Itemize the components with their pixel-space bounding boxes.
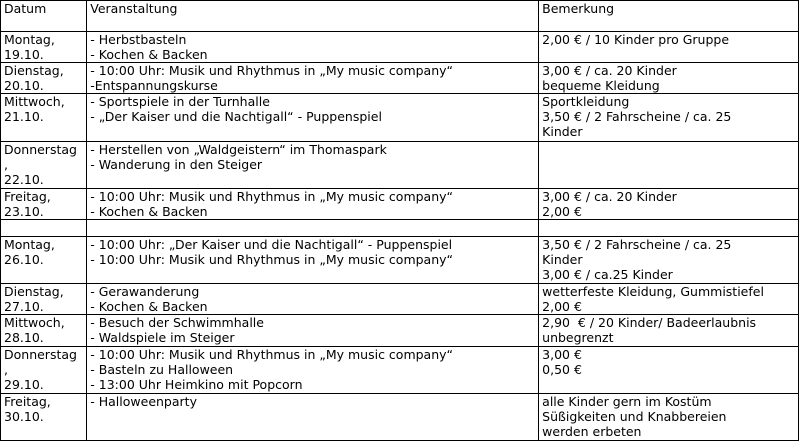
notes-cell-line: 3,50 € / 2 Fahrscheine / ca. 25 <box>542 109 732 124</box>
schedule-row <box>1 63 799 94</box>
date-cell <box>1 32 87 63</box>
events-cell-line: - Herbstbasteln <box>90 32 187 47</box>
events-cell-line: - 13:00 Uhr Heimkino mit Popcorn <box>90 377 303 392</box>
date-cell-line: Donnerstag <box>4 142 77 157</box>
notes-cell-line: bequeme Kleidung <box>542 78 660 93</box>
notes-cell-line: werden erbeten <box>542 424 642 439</box>
date-cell <box>1 394 87 441</box>
notes-cell <box>539 63 799 94</box>
events-cell <box>87 63 539 94</box>
separator-cell <box>1 220 87 237</box>
events-cell-line: -Entspannungskurse <box>90 78 218 93</box>
date-cell-line: Mittwoch, <box>4 94 65 109</box>
events-cell <box>87 32 539 63</box>
schedule-row <box>1 189 799 220</box>
date-cell-line: Freitag, <box>4 189 51 204</box>
events-cell-line: - Halloweenparty <box>90 394 197 409</box>
events-cell-line: - Gerawanderung <box>90 284 200 299</box>
events-cell-line: - Wanderung in den Steiger <box>90 157 263 172</box>
notes-cell-line: 3,00 € <box>542 347 582 362</box>
events-cell-line: - Waldspiele im Steiger <box>90 330 235 345</box>
date-cell-line: Montag, <box>4 32 55 47</box>
events-cell <box>87 189 539 220</box>
date-cell <box>1 94 87 142</box>
schedule-row <box>1 284 799 315</box>
schedule-row <box>1 94 799 142</box>
date-cell-line: 28.10. <box>4 330 44 345</box>
date-cell-line: 27.10. <box>4 299 44 314</box>
notes-cell-line: 2,00 € / 10 Kinder pro Gruppe <box>542 32 730 47</box>
schedule-row <box>1 394 799 441</box>
events-cell-line: - Kochen & Backen <box>90 299 208 314</box>
notes-cell-line: 3,00 € / ca.25 Kinder <box>542 267 673 282</box>
date-cell-line: Montag, <box>4 237 55 252</box>
events-cell-line: - 10:00 Uhr: Musik und Rhythmus in „My music company“ <box>90 189 454 204</box>
date-cell-line: , <box>4 362 8 377</box>
schedule-row <box>1 347 799 394</box>
schedule-row <box>1 32 799 63</box>
week-separator-row <box>1 220 799 237</box>
events-cell-line: - Kochen & Backen <box>90 204 208 219</box>
notes-cell-line: 3,00 € / ca. 20 Kinder <box>542 63 677 78</box>
schedule-row <box>1 315 799 347</box>
date-cell-line: Dienstag, <box>4 284 64 299</box>
date-cell-line: 30.10. <box>4 409 44 424</box>
schedule-body <box>1 1 799 441</box>
date-cell-line: Dienstag, <box>4 63 64 78</box>
events-cell-line: - 10:00 Uhr: „Der Kaiser und die Nachtigall“ - Puppenspiel <box>90 237 453 252</box>
date-cell-line: 19.10. <box>4 47 44 62</box>
events-cell <box>87 237 539 284</box>
date-cell-line: 22.10. <box>4 172 44 187</box>
header-datum: Datum <box>1 1 87 32</box>
date-cell <box>1 347 87 394</box>
events-cell-line: - 10:00 Uhr: Musik und Rhythmus in „My music company“ <box>90 252 454 267</box>
events-cell-line: - 10:00 Uhr: Musik und Rhythmus in „My music company“ <box>90 63 454 78</box>
events-cell-line: - Herstellen von „Waldgeistern“ im Thomaspark <box>90 142 387 157</box>
notes-cell <box>539 394 799 441</box>
events-cell-line: - 10:00 Uhr: Musik und Rhythmus in „My music company“ <box>90 347 454 362</box>
date-cell <box>1 237 87 284</box>
events-cell-line: - Sportspiele in der Turnhalle <box>90 94 270 109</box>
date-cell <box>1 315 87 347</box>
date-cell-line: 29.10. <box>4 377 44 392</box>
date-cell-line: Freitag, <box>4 394 51 409</box>
notes-cell <box>539 142 799 189</box>
notes-cell-line: 2,00 € <box>542 299 582 314</box>
notes-cell-line: unbegrenzt <box>542 330 614 345</box>
events-cell <box>87 315 539 347</box>
events-cell <box>87 347 539 394</box>
header-veranstaltung: Veranstaltung <box>87 1 539 32</box>
separator-cell <box>87 220 539 237</box>
notes-cell-line: 0,50 € <box>542 362 582 377</box>
notes-cell-line: Süßigkeiten und Knabbereien <box>542 409 727 424</box>
header-bemerkung: Bemerkung <box>539 1 799 32</box>
date-cell <box>1 189 87 220</box>
schedule-row <box>1 237 799 284</box>
notes-cell <box>539 237 799 284</box>
events-cell-line: - Kochen & Backen <box>90 47 208 62</box>
notes-cell-line: 2,00 € <box>542 204 582 219</box>
date-cell <box>1 63 87 94</box>
notes-cell-line: alle Kinder gern im Kostüm <box>542 394 712 409</box>
notes-cell-line: Kinder <box>542 124 583 139</box>
notes-cell-line: Kinder <box>542 252 583 267</box>
notes-cell-line: 3,50 € / 2 Fahrscheine / ca. 25 <box>542 237 732 252</box>
events-cell <box>87 142 539 189</box>
events-cell <box>87 394 539 441</box>
notes-cell <box>539 32 799 63</box>
separator-cell <box>539 220 799 237</box>
notes-cell-line: 2,90 € / 20 Kinder/ Badeerlaubnis <box>542 315 757 330</box>
date-cell <box>1 142 87 189</box>
date-cell-line: 20.10. <box>4 78 44 93</box>
notes-cell-line: wetterfeste Kleidung, Gummistiefel <box>542 284 764 299</box>
date-cell-line: 26.10. <box>4 252 44 267</box>
notes-cell-line: Sportkleidung <box>542 94 630 109</box>
notes-cell <box>539 347 799 394</box>
notes-cell <box>539 94 799 142</box>
header-row <box>1 1 799 32</box>
date-cell-line: Donnerstag <box>4 347 77 362</box>
events-cell-line: - Basteln zu Halloween <box>90 362 234 377</box>
date-cell-line: , <box>4 157 8 172</box>
notes-cell-line: 3,00 € / ca. 20 Kinder <box>542 189 677 204</box>
date-cell <box>1 284 87 315</box>
events-cell-line: - „Der Kaiser und die Nachtigall“ - Puppenspiel <box>90 109 382 124</box>
events-cell-line: - Besuch der Schwimmhalle <box>90 315 264 330</box>
events-cell <box>87 284 539 315</box>
schedule-row <box>1 142 799 189</box>
date-cell-line: Mittwoch, <box>4 315 65 330</box>
date-cell-line: 23.10. <box>4 204 44 219</box>
notes-cell <box>539 284 799 315</box>
events-cell <box>87 94 539 142</box>
notes-cell <box>539 315 799 347</box>
date-cell-line: 21.10. <box>4 109 44 124</box>
notes-cell <box>539 189 799 220</box>
